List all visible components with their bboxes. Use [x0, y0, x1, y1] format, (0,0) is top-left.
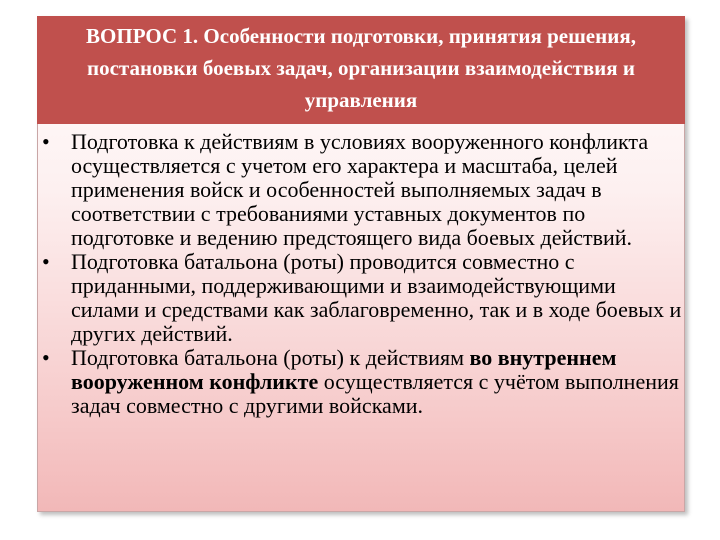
- list-item-text: Подготовка батальона (роты) проводится совместно с приданными, поддерживающими и взаимодействующими силами и средствами как заблаговременно, так и в ходе боевых и других действий.: [71, 249, 682, 346]
- bullet-icon: •: [42, 345, 50, 370]
- list-item-text-after: осуществляется с учётом выполнения задач совместно с другими войсками.: [71, 369, 679, 418]
- bullet-icon: •: [42, 249, 50, 274]
- list-item-text-bold: во внутреннем вооруженном конфликте: [71, 345, 617, 394]
- list-item-text: Подготовка к действиям в условиях вооруженного конфликта осуществляется с учетом его характера и масштаба, целей применения войск и особенностей выполняемых задач в соответствии с требованиями уставных документов по подготовке и ведению предстоящего вида боевых действий.: [71, 129, 649, 250]
- bullet-list: [40, 130, 688, 418]
- bullet-icon: •: [42, 129, 50, 154]
- list-item: [40, 250, 688, 346]
- list-item-text-before: Подготовка батальона (роты) к действиям: [71, 345, 470, 370]
- list-item: [40, 130, 688, 250]
- list-item: [40, 346, 688, 418]
- slide-title: ВОПРОС 1. Особенности подготовки, принятия решения, постановки боевых задач, организации взаимодействия и управления: [86, 24, 636, 112]
